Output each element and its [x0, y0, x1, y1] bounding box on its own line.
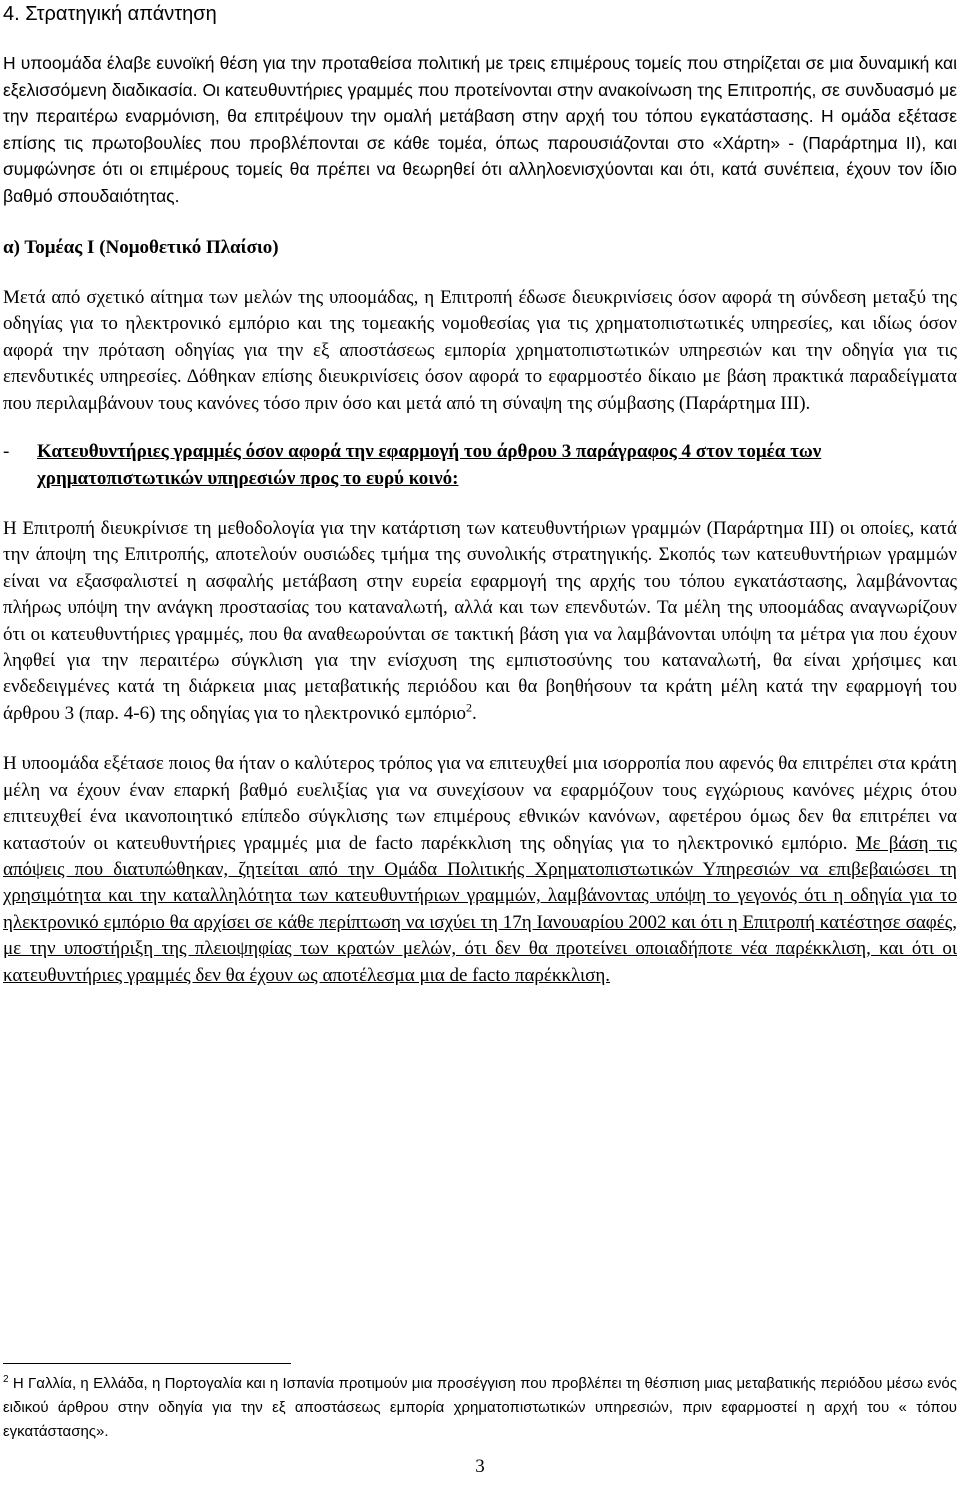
footnote-separator — [3, 1363, 291, 1364]
footnote-text: Η Γαλλία, η Ελλάδα, η Πορτογαλία και η Ισπανία προτιμούν μια προσέγγιση που προβλέπει τη θέσπιση μιας μεταβατικής περιόδου μέσω ενός ειδικού άρθρου στην οδηγία για την εξ αποστάσεως εμπορία χρηματοπιστωτικών υπηρεσιών, πριν εφαρμοστεί η αρχή του « τόπου εγκατάστασης». — [3, 1375, 957, 1440]
footnote-number: 2 — [3, 1374, 9, 1385]
paragraph-balance-underlined: Με βάση τις απόψεις που διατυπώθηκαν, ζητείται από την Ομάδα Πολιτικής Χρηματοπιστωτικών Υπηρεσιών να επιβεβαιώσει τη χρησιμότητα και την καταλληλότητα των κατευθυντήριων γραμμών, λαμβάνοντας υπόψη το γεγονός ότι η οδηγία για το ηλεκτρονικό εμπόριο θα αρχίσει σε κάθε περίπτωση να ισχύει τη 17η Ιανουαρίου 2002 και ότι η Επιτροπή κατέστησε σαφές, με την υποστήριξη της πλειοψηφίας των κρατών μελών, ότι δεν θα προτείνει οποιαδήποτε νέα παρέκκλιση, και ότι οι κατευθυντήριες γραμμές δεν θα έχουν ως αποτέλεσμα μια de facto παρέκκλιση. — [3, 832, 957, 986]
paragraph-guidelines — [3, 516, 957, 727]
paragraph-guidelines-end: . — [472, 702, 477, 724]
paragraph-legal-framework: Μετά από σχετικό αίτημα των μελών της υποομάδας, η Επιτροπή έδωσε διευκρινίσεις όσον αφορά τη σύνδεση μεταξύ της οδηγίας για το ηλεκτρονικό εμπόριο και της τομεακής νομοθεσίας για τις χρηματοπιστωτικές υπηρεσίες, και ιδίως όσον αφορά την πρόταση οδηγίας για την εξ αποστάσεως εμπορία χρηματοπιστωτικών υπηρεσιών και την οδηγία για τις επενδυτικές υπηρεσίες. Δόθηκαν επίσης διευκρινίσεις όσον αφορά το εφαρμοστέο δίκαιο με βάση πρακτικά παραδείγματα που περιλαμβάνουν τους κανόνες τόσο πριν όσο και μετά από τη σύναψη της σύμβασης (Παράρτημα III). — [3, 287, 957, 414]
footnote-reference: 2 — [466, 700, 473, 715]
bullet-guidelines-heading — [3, 439, 957, 492]
paragraph-strategy: Η υποομάδα έλαβε ευνοϊκή θέση για την προταθείσα πολιτική με τρεις επιμέρους τομείς που στηρίζεται σε μια δυναμική και εξελισσόμενη διαδικασία. Οι κατευθυντήριες γραμμές που προτείνονται στην ανακοίνωση της Επιτροπής, σε συνδυασμό με την περαιτέρω εναρμόνιση, θα επιτρέψουν την ομαλή μετάβαση στην αρχή του τόπου εγκατάστασης. Η ομάδα εξέτασε επίσης τις πρωτοβουλίες που προβλέπονται σε κάθε τομέα, όπως παρουσιάζονται στο «Χάρτη» - (Παράρτημα II), και συμφώνησε ότι οι επιμέρους τομείς θα πρέπει να θεωρηθεί ότι αλληλοενισχύονται και ότι, κατά συνέπεια, έχουν τον ίδιο βαθμό σπουδαιότητας. — [3, 53, 957, 206]
paragraph-balance — [3, 751, 957, 989]
document-page — [3, 0, 957, 989]
footnote — [3, 1372, 957, 1444]
paragraph-guidelines-text: Η Επιτροπή διευκρίνισε τη μεθοδολογία για την κατάρτιση των κατευθυντήριων γραμμών (Παράρτημα III) οι οποίες, κατά την άποψη της Επιτροπής, αποτελούν ουσιώδες τμήμα της συνολικής στρατηγικής. Σκοπός των κατευθυντήριων γραμμών είναι να εξασφαλιστεί η ασφαλής μετάβαση στην ευρεία εφαρμογή της αρχής του τόπου εγκατάστασης, λαμβάνοντας πλήρως υπόψη την ανάγκη προστασίας του καταναλωτή, αλλά και των επενδυτών. Τα μέλη της υποομάδας αναγνωρίζουν ότι οι κατευθυντήριες γραμμές, που θα αναθεωρούνται σε τακτική βάση για να λαμβάνονται υπόψη τα μέτρα για που έχουν ληφθεί για την περαιτέρω σύγκλιση για την ενίσχυση της εμπιστοσύνης του καταναλωτή, θα είναι χρήσιμες και ενδεδειγμένες κατά τη διάρκεια μιας μεταβατικής περιόδου και θα βοηθήσουν τα κράτη μέλη κατά την εφαρμογή του άρθρου 3 (παρ. 4-6) της οδηγίας για το ηλεκτρονικό εμπόριο — [3, 518, 957, 724]
section-heading: 4. Στρατηγική απάντηση — [3, 3, 217, 25]
bullet-text: Κατευθυντήριες γραμμές όσον αφορά την εφαρμογή του άρθρου 3 παράγραφος 4 στον τομέα των χρηματοπιστωτικών υπηρεσιών προς το ευρύ κοινό: — [37, 441, 822, 489]
subheading-sector-1: α) Τομέας Ι (Νομοθετικό Πλαίσιο) — [3, 237, 279, 258]
paragraph-balance-text: Η υποομάδα εξέτασε ποιος θα ήταν ο καλύτερος τρόπος για να επιτευχθεί μια ισορροπία που αφενός θα επιτρέπει στα κράτη μέλη να έχουν έναν επαρκή βαθμό ευελιξίας για να συνεχίσουν να εφαρμόζουν τους εγχώριους κανόνες μέχρις ότου επιτευχθεί ένα ικανοποιητικό επίπεδο σύγκλισης των επιμέρους εθνικών κανόνων, αφετέρου όμως δεν θα επιτρέπει να καταστούν οι κατευθυντήριες γραμμές μια de facto παρέκκλιση της οδηγίας για το ηλεκτρονικό εμπόριο. — [3, 753, 957, 854]
page-number: 3 — [475, 1456, 485, 1477]
bullet-dash: - — [3, 441, 10, 463]
